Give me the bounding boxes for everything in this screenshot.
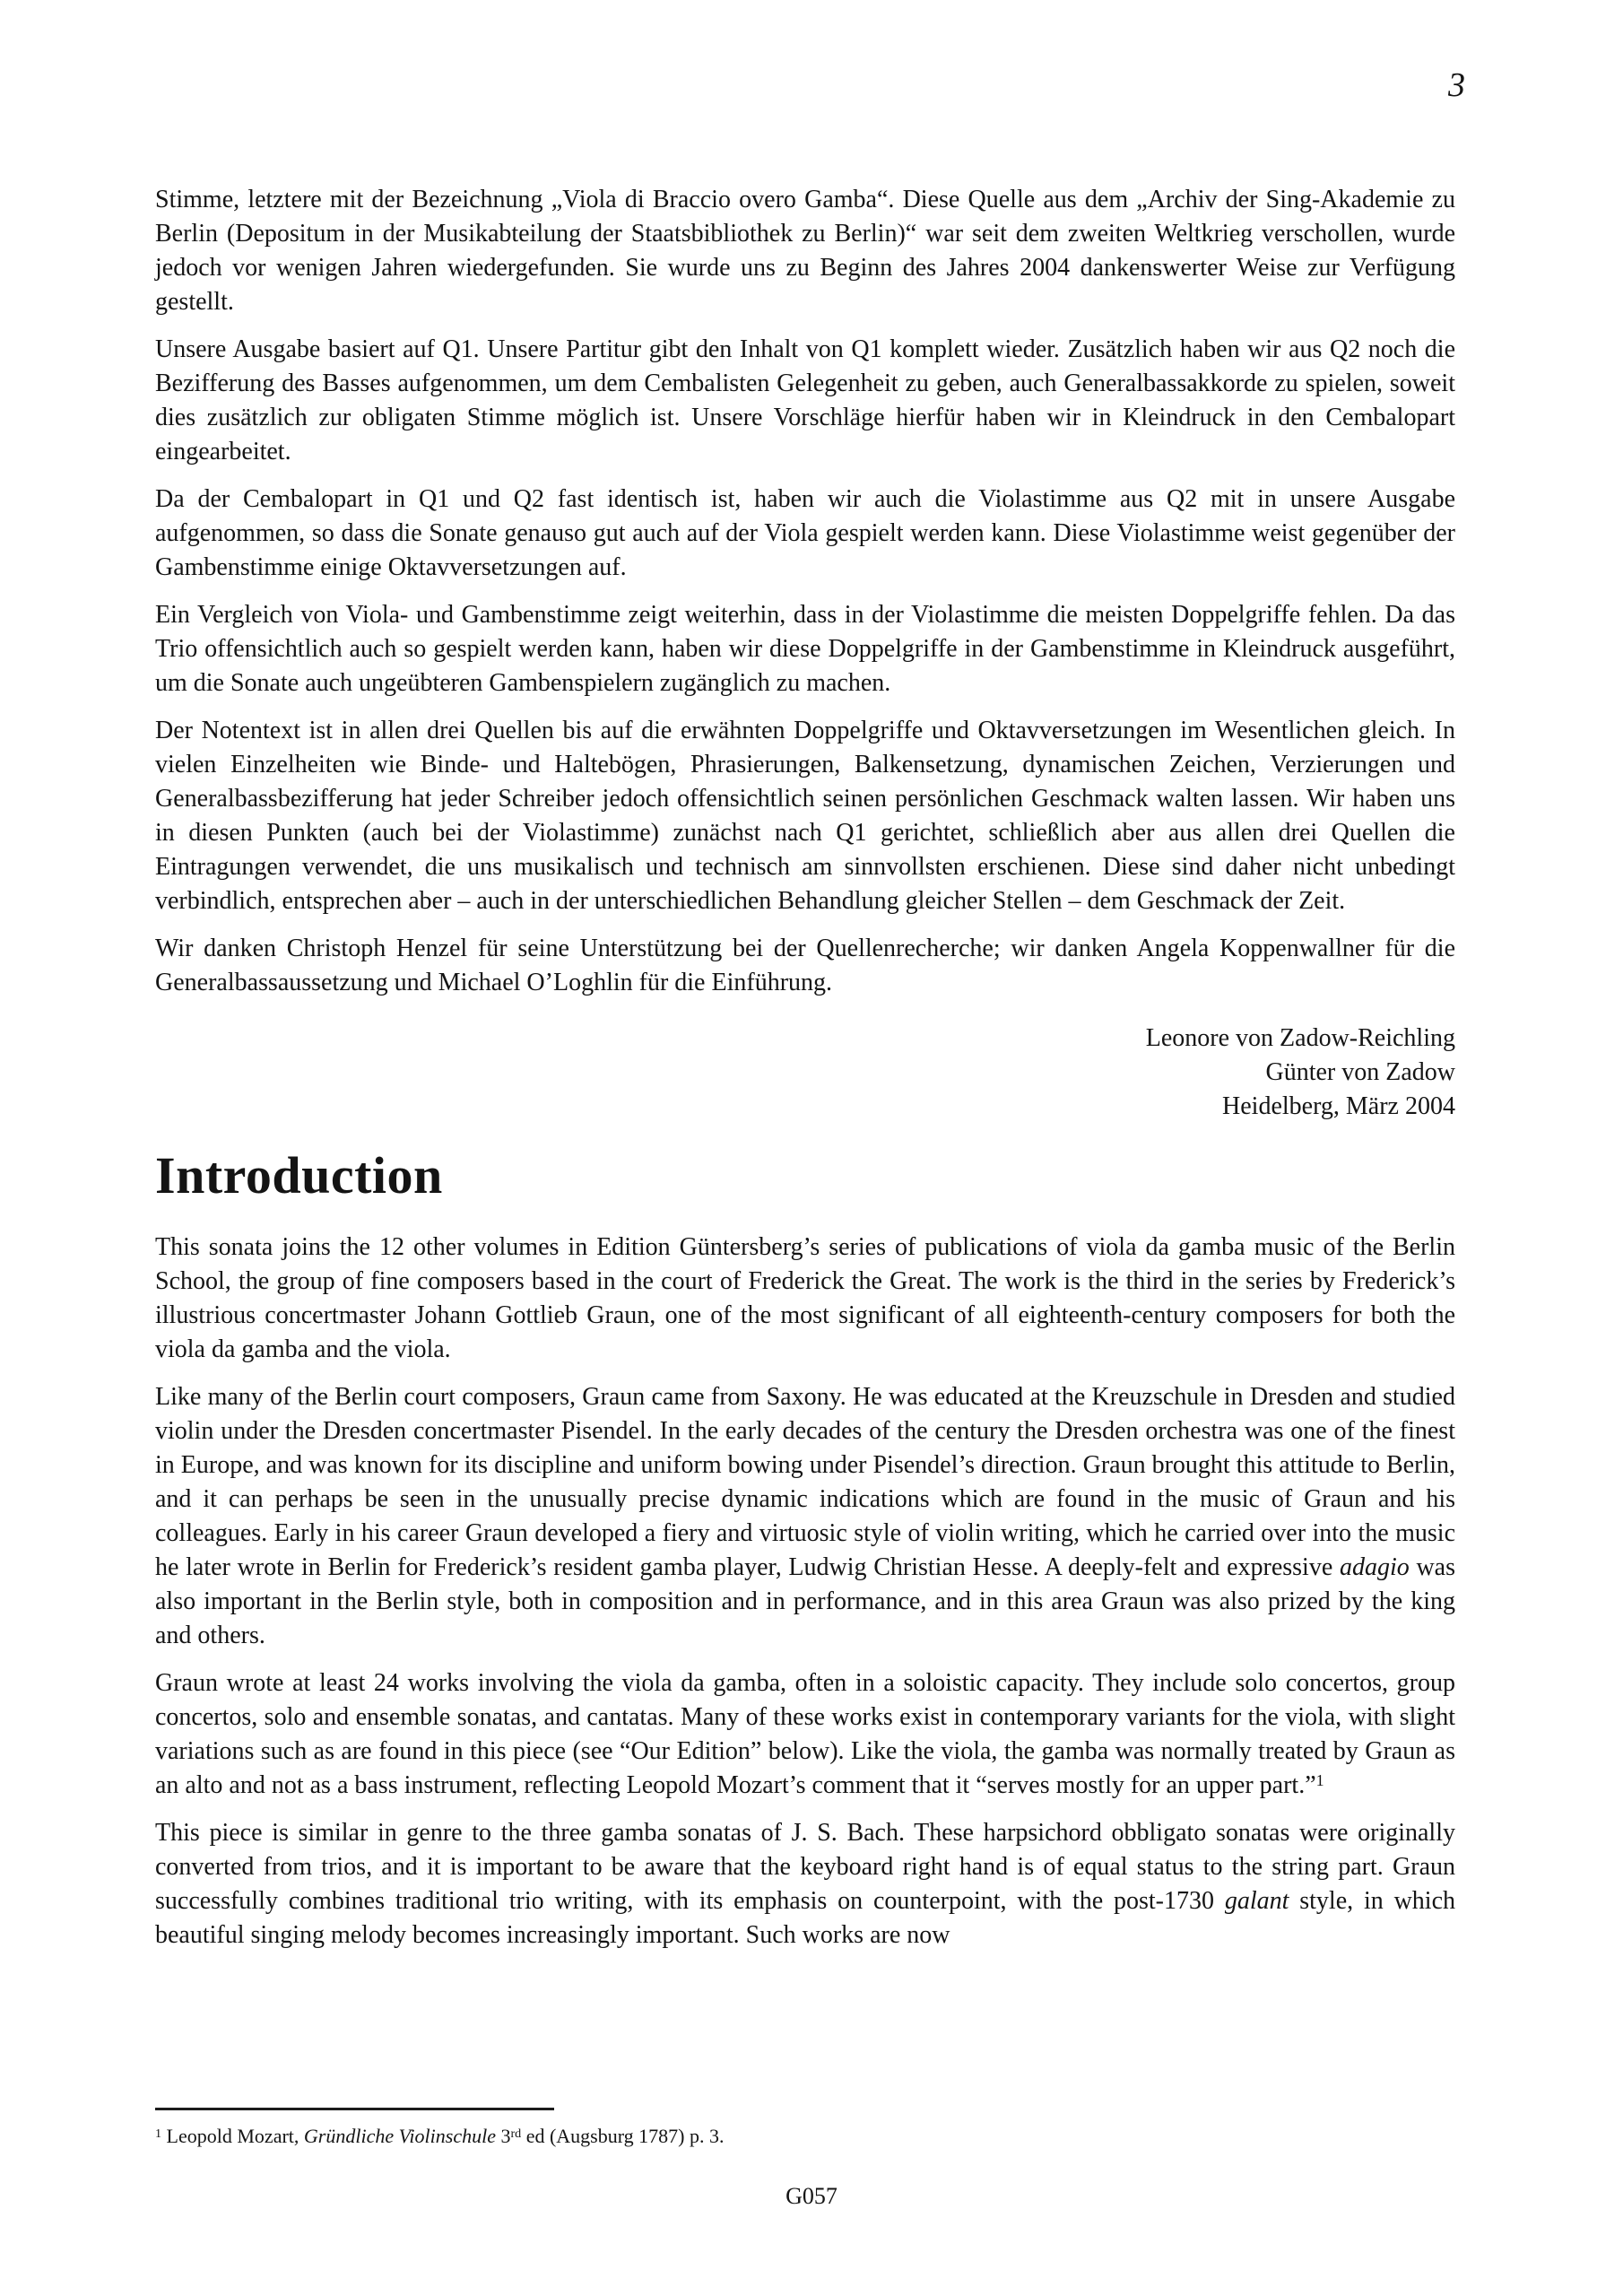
- german-paragraph: Der Notentext ist in allen drei Quellen bis auf die erwähnten Doppelgriffe und Oktavversetzungen im Wesentlichen gleich. In vielen Einzelheiten wie Binde- und Haltebögen, Phrasierungen, Balkensetzung, dynamischen Zeichen, Verzierungen und Generalbassbezifferung hat jeder Schreiber jedoch offensichtlich seinen persönlichen Geschmack walten lassen. Wir haben uns in diesen Punkten (auch bei der Violastimme) zunächst nach Q1 gerichtet, schließlich aber aus allen drei Quellen die Eintragungen verwendet, die uns musikalisch und technisch am sinnvollsten erschienen. Diese sind daher nicht unbedingt verbindlich, entsprechen aber – auch in der unterschiedlichen Behandlung gleicher Stellen – dem Geschmack der Zeit.: [155, 717, 1455, 915]
- introduction-paragraph: Graun wrote at least 24 works involving the viola da gamba, often in a soloistic capacity. They include solo concertos, group concertos, solo and ensemble sonatas, and cantatas. Many of these works exist in contemporary variants for the viola, with slight variations such as are found in this piece (see “Our Edition” below). Like the viola, the gamba was normally treated by Graun as an alto and not as a bass instrument, reflecting Leopold Mozart’s comment that it “serves mostly for an upper part.”$^1$: [155, 1668, 1455, 1799]
- signature-line: Günter von Zadow: [1265, 1058, 1455, 1086]
- plate-number: G057: [785, 2183, 838, 2209]
- german-paragraph: Da der Cembalopart in Q1 und Q2 fast identisch ist, haben wir auch die Violastimme aus Q2 mit in unsere Ausgabe aufgenommen, so dass die Sonate genauso gut auch auf der Viola gespielt werden kann. Diese Violastimme weist gegenüber der Gambenstimme einige Oktavversetzungen auf.: [155, 485, 1455, 581]
- introduction-paragraph: Like many of the Berlin court composers, Graun came from Saxony. He was educated at the Kreuzschule in Dresden and studied violin under the Dresden concertmaster Pisendel. In the early decades of the century the Dresden orchestra was one of the finest in Europe, and was known for its discipline and uniform bowing under Pisendel’s direction. Graun brought this attitude to Berlin, and it can perhaps be seen in the unusually precise dynamic indications which are found in the music of Graun and his colleagues. Early in his career Graun developed a fiery and virtuosic style of violin writing, which he carried over into the music he later wrote in Berlin for Frederick’s resident gamba player, Ludwig Christian Hesse. A deeply-felt and expressive adagio was also important in the Berlin style, both in composition and in performance, and in this area Graun was also prized by the king and others.: [155, 1382, 1455, 1649]
- introduction-paragraphs: [155, 1231, 1455, 1952]
- introduction-paragraph: This sonata joins the 12 other volumes in Edition Güntersberg’s series of publications of viola da gamba music of the Berlin School, the group of fine composers based in the court of Frederick the Great. The work is the third in the series by Frederick’s illustrious concertmaster Johann Gottlieb Graun, one of the most significant of all eighteenth-century composers for both the viola da gamba and the viola.: [155, 1232, 1455, 1363]
- german-paragraph: Ein Vergleich von Viola- und Gambenstimme zeigt weiterhin, dass in der Violastimme die meisten Doppelgriffe fehlen. Da das Trio offensichtlich auch so gespielt werden kann, haben wir diese Doppelgriffe in der Gambenstimme in Kleindruck ausgeführt, um die Sonate auch ungeübteren Gambenspielern zugänglich zu machen.: [155, 601, 1455, 697]
- page-number: 3: [1448, 66, 1465, 104]
- signature-block: [155, 1022, 1455, 1124]
- german-preface-section: [155, 183, 1455, 1124]
- german-paragraphs: [155, 183, 1455, 1000]
- signature-line: Leonore von Zadow-Reichling: [1145, 1024, 1455, 1052]
- footnote-text: $^1$ Leopold Mozart, Gründliche Violinschule 3rd ed (Augsburg 1787) p. 3.: [155, 2125, 725, 2147]
- german-paragraph: Unsere Ausgabe basiert auf Q1. Unsere Partitur gibt den Inhalt von Q1 komplett wieder. Zusätzlich haben wir aus Q2 noch die Bezifferung des Basses aufgenommen, um dem Cembalisten Gelegenheit zu geben, auch Generalbassakkorde zu spielen, soweit dies zusätzlich zur obligaten Stimme möglich ist. Unsere Vorschläge hierfür haben wir in Kleindruck in den Cembalopart eingearbeitet.: [155, 335, 1455, 465]
- page-content: [155, 183, 1455, 1966]
- introduction-heading: Introduction: [155, 1146, 443, 1205]
- footnote-rule: [155, 2108, 554, 2110]
- introduction-paragraph: This piece is similar in genre to the three gamba sonatas of J. S. Bach. These harpsichord obbligato sonatas were originally converted from trios, and it is important to be aware that the keyboard right hand is of equal status to the string part. Graun successfully combines traditional trio writing, with its emphasis on counterpoint, with the post-1730 galant style, in which beautiful singing melody becomes increasingly important. Such works are now: [155, 1818, 1456, 1949]
- footnote-area: [155, 2108, 1455, 2150]
- signature-line: Heidelberg, März 2004: [1222, 1092, 1455, 1120]
- introduction-section: [155, 1231, 1455, 1952]
- german-paragraph: Stimme, letztere mit der Bezeichnung „Viola di Braccio overo Gamba“. Diese Quelle aus dem „Archiv der Sing-Akademie zu Berlin (Depositum in der Musikabteilung der Staatsbibliothek zu Berlin)“ war seit dem zweiten Weltkrieg verschollen, wurde jedoch vor wenigen Jahren wiedergefunden. Sie wurde uns zu Beginn des Jahres 2004 dankenswerter Weise zur Verfügung gestellt.: [155, 186, 1455, 316]
- german-paragraph: Wir danken Christoph Henzel für seine Unterstützung bei der Quellenrecherche; wir danken Angela Koppenwallner für die Generalbassaussetzung und Michael O’Loghlin für die Einführung.: [155, 935, 1455, 996]
